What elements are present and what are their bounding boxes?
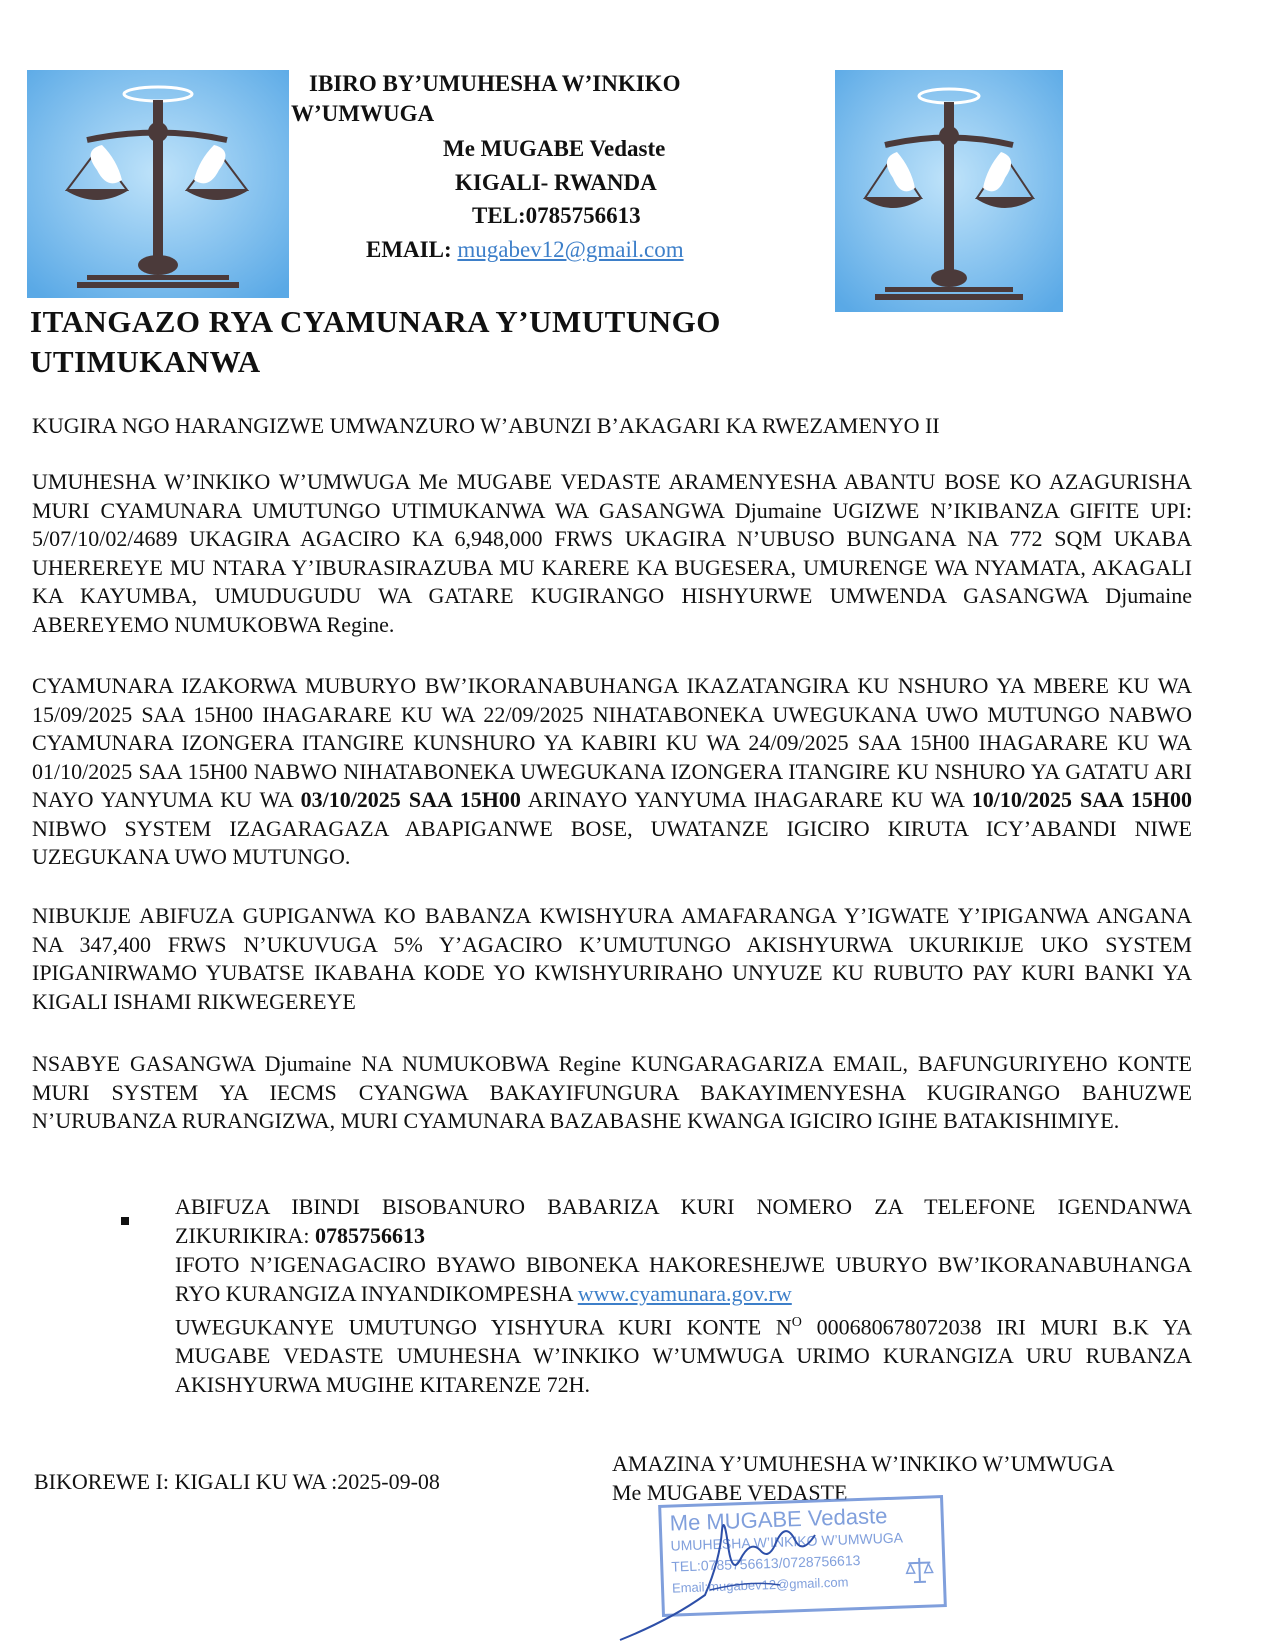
office-title-cont: W’UMWUGA xyxy=(291,101,435,126)
deposit-paragraph: NIBUKIJE ABIFUZA GUPIGANWA KO BABANZA KWISHYURA AMAFARANGA Y’IGWATE Y’IPIGANWA ANGANA NA 347,400 FRWS N’UKUVUGA 5% Y’AGACIRO K’UMUTUNGO AKISHYURWA UKURIKIJE UKO SYSTEM IPIGANIRWAMO YUBATSE IKABAHA KODE YO KWISHYURIRAHO UNYUZE KU RUBUTO PAY KURI BANKI YA KIGALI ISHAMI RIKWEGEREYE xyxy=(32,903,1192,1014)
stamp-title: UMUHESHA W’INKIKO W’UMWUGA xyxy=(670,1529,904,1554)
handwritten-signature xyxy=(610,1500,940,1650)
document-title: ITANGAZO RYA CYAMUNARA Y’UMUTUNGO UTIMUKANWA xyxy=(30,304,721,379)
email-link[interactable]: mugabev12@gmail.com xyxy=(457,237,684,262)
schedule-text-3: NIBWO SYSTEM IZAGARAGAZA ABAPIGANWE BOSE, UWATANZE IGICIRO KIRUTA ICY’ABANDI NIWE UZEGUKANA UWO MUTUNGO. xyxy=(32,815,1192,869)
stamp-email: Email:mugabev12@gmail.com xyxy=(671,1574,849,1596)
schedule-text-1: CYAMUNARA IZAKORWA MUBURYO BW’IKORANABUHANGA IKAZATANGIRA KU NSHURO YA MBERE KU WA 15/09/2025 SAA 15H00 IHAGARARE KU WA 22/09/2025 NIHATABONEKA UWEGUKANA UWO MUTUNGO NABWO CYAMUNARA IZONGERA ITANGIRE KUNSHURO YA KABIRI KU WA 24/09/2025 SAA 15H00 IHAGARARE KU WA 01/10/2025 SAA 15H00 NABWO NIHATABONEKA UWEGUKANA IZONGERA ITANGIRE KU NSHURO YA GATATU ARI NAYO YANYUMA KU WA xyxy=(32,673,1192,812)
scales-of-justice-logo-left xyxy=(27,70,289,298)
bailiff-name: Me MUGABE Vedaste xyxy=(443,136,666,161)
number-superscript: O xyxy=(791,1315,802,1330)
scales-of-justice-icon xyxy=(835,70,1063,312)
info-bullet xyxy=(175,1192,1192,1399)
final-start-date: 03/10/2025 SAA 15H00 xyxy=(300,787,521,812)
payment-text: UWEGUKANYE UMUTUNGO YISHYURA KURI KONTE N xyxy=(175,1314,792,1340)
email-line xyxy=(366,233,684,267)
email-label: EMAIL: xyxy=(366,237,452,262)
signatory-title: AMAZINA Y’UMUHESHA W’INKIKO W’UMWUGA xyxy=(612,1451,1115,1476)
reference-line: KUGIRA NGO HARANGIZWE UMWANZURO W’ABUNZI B’AKAGARI KA RWEZAMENYO II xyxy=(32,413,940,438)
scales-of-justice-icon xyxy=(27,70,289,298)
stamp-name: Me MUGABE Vedaste xyxy=(669,1503,888,1536)
final-end-date: 10/10/2025 SAA 15H00 xyxy=(971,787,1192,812)
stamp-tel: TEL:0785756613/0728756613 xyxy=(671,1551,861,1575)
bullet-icon xyxy=(121,1217,129,1225)
announcement-paragraph: UMUHESHA W’INKIKO W’UMWUGA Me MUGABE VEDASTE ARAMENYESHA ABANTU BOSE KO AZAGURISHA MURI CYAMUNARA UMUTUNGO UTIMUKANWA WA GASANGWA Djumaine UGIZWE N’IKIBANZA GIFITE UPI: 5/07/10/02/4689 UKAGIRA AGACIRO KA 6,948,000 FRWS UKAGIRA N’UBUSO BUNGANA NA 772 SQM UKABA UHEREREYE MU NTARA Y’IBURASIRAZUBA MU KARERE KA BUGESERA, UMURENGE WA NYAMATA, AKAGALI KA KAYUMBA, UMUDUGUDU WA GATARE KUGIRANGO HISHYURWE UMWENDA GASANGWA Djumaine ABEREYEMO NUMUKOBWA Regine. xyxy=(32,469,1192,637)
city: KIGALI- RWANDA xyxy=(455,170,657,195)
telephone: TEL:0785756613 xyxy=(472,203,641,228)
contact-text: ABIFUZA IBINDI BISOBANURO BABARIZA KURI NOMERO ZA TELEFONE IGENDANWA ZIKURIKIRA: xyxy=(175,1194,1192,1248)
photos-text: IFOTO N’IGENAGACIRO BYAWO BIBONEKA HAKORESHEJWE UBURYO BW’IKORANABUHANGA RYO KURANGIZA INYANDIKOMPESHA xyxy=(175,1252,1192,1306)
notice-paragraph: NSABYE GASANGWA Djumaine NA NUMUKOBWA Regine KUNGARAGARIZA EMAIL, BAFUNGURIYEHO KONTE MURI SYSTEM YA IECMS CYANGWA BAKAYIFUNGURA BAKAYIMENYESHA KUGIRANGO BAHUZWE N’URUBANZA RURANGIZWA, MURI CYAMUNARA BAZABASHE KWANGA IGICIRO IGIHE BATAKISHIMIYE. xyxy=(32,1051,1192,1133)
issue-date: BIKOREWE I: KIGALI KU WA :2025-09-08 xyxy=(34,1469,440,1494)
contact-phone: 0785756613 xyxy=(314,1223,425,1248)
auction-schedule-paragraph xyxy=(32,672,1192,872)
scales-of-justice-logo-right xyxy=(835,70,1063,312)
payment-text-cont: 000680678072038 IRI MURI B.K YA MUGABE VEDASTE UMUHESHA W’INKIKO W’UMWUGA URIMO KURANGIZA URU RUBANZA AKISHYURWA MUGIHE KITARENZE 72H. xyxy=(175,1314,1193,1398)
schedule-text-2: ARINAYO YANYUMA IHAGARARE KU WA xyxy=(527,787,964,812)
office-title: IBIRO BY’UMUHESHA W’INKIKO xyxy=(309,71,681,96)
signatory-name: Me MUGABE VEDASTE xyxy=(612,1480,848,1505)
website-link[interactable]: www.cyamunara.gov.rw xyxy=(577,1281,792,1306)
